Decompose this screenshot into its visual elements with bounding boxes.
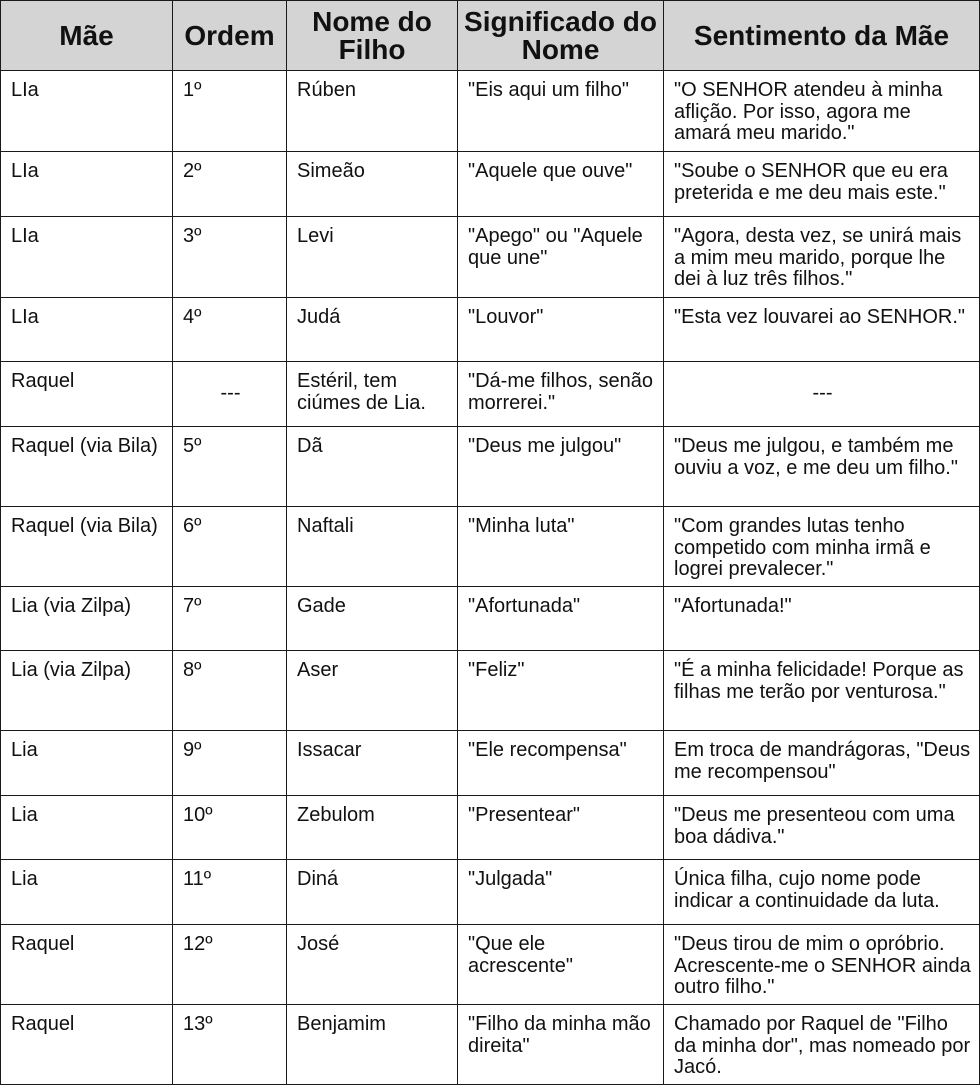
cell-meaning: "Filho da minha mão direita" [458,1005,664,1085]
header-feeling: Sentimento da Mãe [664,1,980,71]
cell-mother: Lia [1,731,173,796]
header-mother: Mãe [1,1,173,71]
header-order: Ordem [173,1,287,71]
cell-meaning: "Apego" ou "Aquele que une" [458,217,664,298]
table-row [1,152,980,217]
cell-mother: LIa [1,71,173,152]
cell-order: 9º [173,731,287,796]
cell-mother: Lia (via Zilpa) [1,651,173,731]
table-row [1,651,980,731]
cell-son-name: Estéril, tem ciúmes de Lia. [287,362,458,427]
table-row [1,925,980,1005]
header-meaning: Significado do Nome [458,1,664,71]
table-row [1,1005,980,1085]
table-row [1,731,980,796]
table-row [1,507,980,587]
cell-meaning: "Minha luta" [458,507,664,587]
cell-son-name: Benjamim [287,1005,458,1085]
cell-order: 3º [173,217,287,298]
cell-order: 12º [173,925,287,1005]
cell-meaning: "Que ele acrescente" [458,925,664,1005]
cell-feeling: Em troca de mandrágoras, "Deus me recompensou" [664,731,980,796]
cell-son-name: Levi [287,217,458,298]
cell-feeling: "Com grandes lutas tenho competido com minha irmã e logrei prevalecer." [664,507,980,587]
cell-son-name: Zebulom [287,796,458,860]
cell-mother: Lia [1,860,173,925]
cell-mother: LIa [1,152,173,217]
cell-order: 5º [173,427,287,507]
cell-order: --- [173,362,287,427]
table-row [1,362,980,427]
cell-son-name: Gade [287,587,458,651]
cell-order: 7º [173,587,287,651]
cell-order: 11º [173,860,287,925]
cell-mother: Lia (via Zilpa) [1,587,173,651]
table-row [1,217,980,298]
cell-son-name: Judá [287,298,458,362]
cell-order: 2º [173,152,287,217]
cell-feeling: --- [664,362,980,427]
cell-meaning: "Deus me julgou" [458,427,664,507]
cell-meaning: "Ele recompensa" [458,731,664,796]
cell-order: 13º [173,1005,287,1085]
header-son-name: Nome do Filho [287,1,458,71]
cell-meaning: "Dá-me filhos, senão morrerei." [458,362,664,427]
cell-son-name: Diná [287,860,458,925]
cell-meaning: "Afortunada" [458,587,664,651]
cell-meaning: "Presentear" [458,796,664,860]
cell-son-name: Rúben [287,71,458,152]
cell-son-name: Naftali [287,507,458,587]
table-row [1,298,980,362]
cell-feeling: "Agora, desta vez, se unirá mais a mim meu marido, porque lhe dei à luz três filhos." [664,217,980,298]
cell-order: 10º [173,796,287,860]
cell-feeling: "Deus me julgou, e também me ouviu a voz, e me deu um filho." [664,427,980,507]
cell-feeling: "O SENHOR atendeu à minha aflição. Por isso, agora me amará meu marido." [664,71,980,152]
cell-meaning: "Eis aqui um filho" [458,71,664,152]
cell-feeling: "Deus me presenteou com uma boa dádiva." [664,796,980,860]
cell-feeling: Chamado por Raquel de "Filho da minha dor", mas nomeado por Jacó. [664,1005,980,1085]
cell-mother: Raquel (via Bila) [1,427,173,507]
table-row [1,796,980,860]
cell-order: 4º [173,298,287,362]
cell-order: 6º [173,507,287,587]
cell-feeling: "Soube o SENHOR que eu era preterida e me deu mais este." [664,152,980,217]
cell-son-name: Simeão [287,152,458,217]
cell-order: 8º [173,651,287,731]
table-row [1,587,980,651]
cell-mother: LIa [1,217,173,298]
cell-feeling: "Deus tirou de mim o opróbrio. Acrescente-me o SENHOR ainda outro filho." [664,925,980,1005]
cell-son-name: José [287,925,458,1005]
cell-feeling: Única filha, cujo nome pode indicar a continuidade da luta. [664,860,980,925]
cell-meaning: "Feliz" [458,651,664,731]
cell-meaning: "Louvor" [458,298,664,362]
header-row [1,1,980,71]
cell-meaning: "Julgada" [458,860,664,925]
cell-mother: Raquel [1,925,173,1005]
cell-mother: Raquel [1,1005,173,1085]
table-row [1,71,980,152]
table-row [1,427,980,507]
cell-mother: Lia [1,796,173,860]
cell-son-name: Issacar [287,731,458,796]
cell-mother: Raquel [1,362,173,427]
table-row [1,860,980,925]
cell-feeling: "Afortunada!" [664,587,980,651]
cell-order: 1º [173,71,287,152]
cell-son-name: Dã [287,427,458,507]
cell-mother: Raquel (via Bila) [1,507,173,587]
cell-feeling: "É a minha felicidade! Porque as filhas me terão por venturosa." [664,651,980,731]
cell-son-name: Aser [287,651,458,731]
cell-feeling: "Esta vez louvarei ao SENHOR." [664,298,980,362]
cell-meaning: "Aquele que ouve" [458,152,664,217]
cell-mother: LIa [1,298,173,362]
